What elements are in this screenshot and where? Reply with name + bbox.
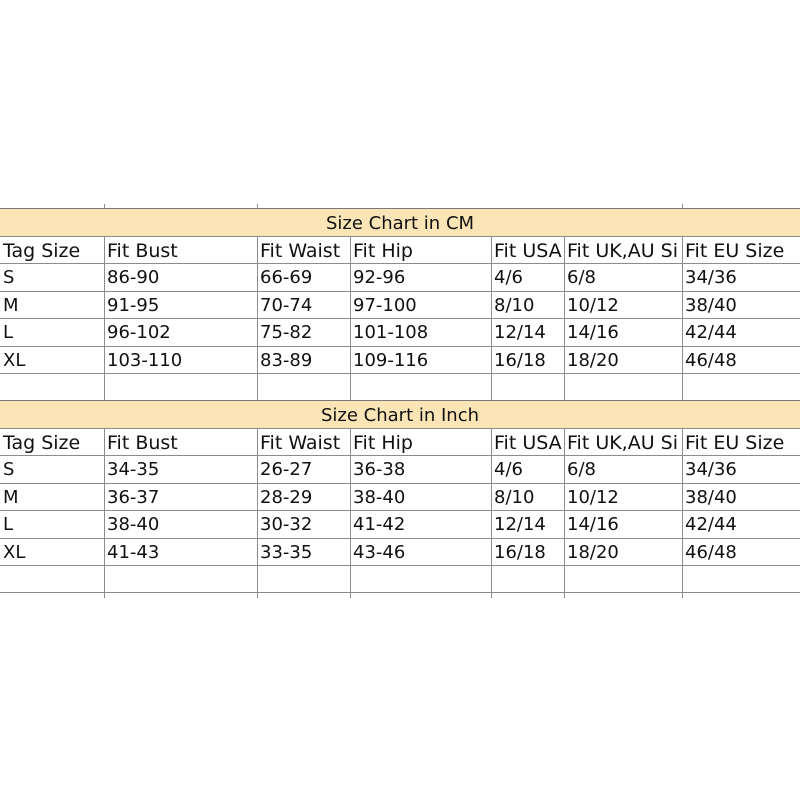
size-value-cell: 83-89 [260,350,313,371]
size-value-cell: 42/44 [685,514,737,535]
size-value-cell: 12/14 [494,322,546,343]
size-value-cell: 75-82 [260,322,313,343]
column-header: Fit Bust [107,432,178,454]
grid-stub [564,592,565,598]
size-value-cell: 36-37 [107,487,160,508]
size-value-cell: 103-110 [107,350,183,371]
column-header: Fit EU Size [685,432,785,454]
size-value-cell: 8/10 [494,487,535,508]
grid-stub [257,592,258,598]
size-value-cell: 41-43 [107,542,160,563]
size-value-cell: 14/16 [567,514,619,535]
row-line [0,565,800,566]
size-value-cell: 33-35 [260,542,313,563]
grid-stub [104,592,105,598]
size-value-cell: 28-29 [260,487,313,508]
size-value-cell: 46/48 [685,350,737,371]
size-value-cell: 38/40 [685,487,737,508]
grid-stub [350,592,351,598]
tag-size-cell: L [3,514,14,535]
tag-size-cell: M [3,487,19,508]
table-title-band [0,400,800,428]
size-value-cell: 16/18 [494,542,546,563]
size-value-cell: 8/10 [494,295,535,316]
column-header: Fit USA [494,432,562,454]
size-value-cell: 91-95 [107,295,160,316]
size-value-cell: 34/36 [685,267,737,288]
size-value-cell: 4/6 [494,459,523,480]
column-header: Fit Bust [107,240,178,262]
table-title-band [0,208,800,236]
size-value-cell: 96-102 [107,322,171,343]
size-value-cell: 6/8 [567,459,596,480]
size-value-cell: 36-38 [353,459,406,480]
size-value-cell: 12/14 [494,514,546,535]
size-value-cell: 66-69 [260,267,313,288]
row-line [0,592,800,593]
grid-stub [491,592,492,598]
column-header: Fit UK,AU Si [567,240,679,262]
size-value-cell: 92-96 [353,267,406,288]
row-line [0,373,800,374]
column-header: Fit Hip [353,432,413,454]
size-value-cell: 6/8 [567,267,596,288]
column-header: Fit Waist [260,240,341,262]
column-header: Tag Size [3,240,81,262]
size-value-cell: 14/16 [567,322,619,343]
tag-size-cell: S [3,267,15,288]
column-header: Fit Waist [260,432,341,454]
column-header: Fit USA [494,240,562,262]
size-value-cell: 86-90 [107,267,160,288]
size-value-cell: 101-108 [353,322,429,343]
grid-stub [682,592,683,598]
tag-size-cell: M [3,295,19,316]
size-value-cell: 18/20 [567,350,619,371]
size-value-cell: 34/36 [685,459,737,480]
size-value-cell: 38-40 [353,487,406,508]
size-value-cell: 70-74 [260,295,313,316]
size-value-cell: 38-40 [107,514,160,535]
size-value-cell: 43-46 [353,542,406,563]
table-title: Size Chart in Inch [320,405,479,426]
table-title: Size Chart in CM [325,213,475,234]
size-value-cell: 30-32 [260,514,313,535]
size-value-cell: 26-27 [260,459,313,480]
size-value-cell: 4/6 [494,267,523,288]
size-value-cell: 109-116 [353,350,429,371]
tag-size-cell: XL [3,350,26,371]
column-header: Fit Hip [353,240,413,262]
size-value-cell: 10/12 [567,295,619,316]
size-value-cell: 16/18 [494,350,546,371]
size-value-cell: 97-100 [353,295,417,316]
tag-size-cell: XL [3,542,26,563]
column-header: Fit EU Size [685,240,785,262]
column-header: Fit UK,AU Si [567,432,679,454]
size-value-cell: 38/40 [685,295,737,316]
column-header: Tag Size [3,432,81,454]
size-value-cell: 42/44 [685,322,737,343]
size-value-cell: 18/20 [567,542,619,563]
size-value-cell: 34-35 [107,459,160,480]
tag-size-cell: L [3,322,14,343]
tag-size-cell: S [3,459,15,480]
size-value-cell: 10/12 [567,487,619,508]
size-value-cell: 41-42 [353,514,406,535]
size-value-cell: 46/48 [685,542,737,563]
